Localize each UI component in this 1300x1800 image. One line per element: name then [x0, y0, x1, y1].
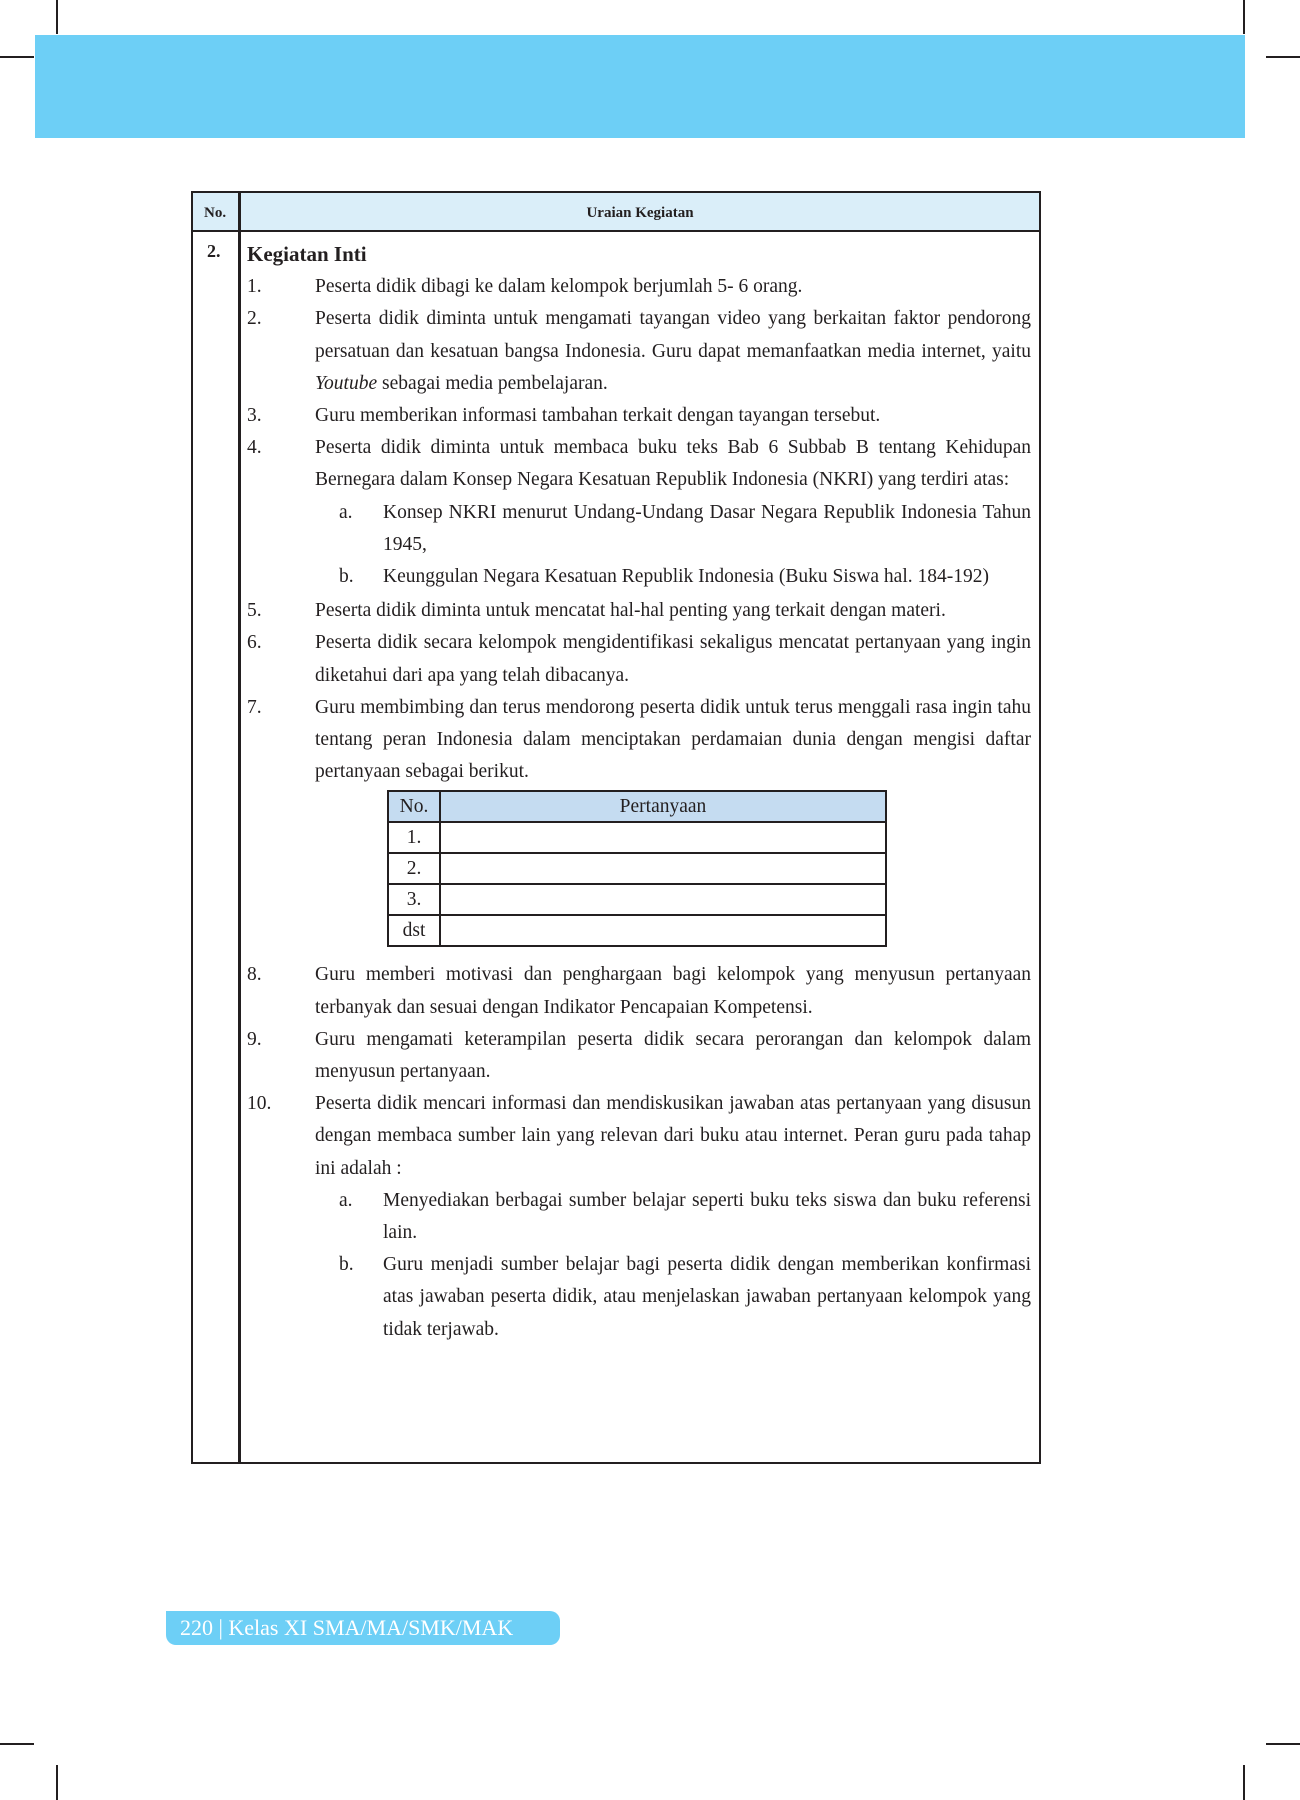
sub-item-text: Guru menjadi sumber belajar bagi peserta didik dengan memberikan konfirmasi atas jawaban peserta didik, atau menjelaskan jawaban pertanyaan kelompok yang tidak terjawab. — [383, 1254, 1031, 1340]
sub-item-letter: b. — [339, 566, 354, 588]
sub-item — [247, 1249, 1031, 1346]
item-text — [315, 303, 1031, 400]
crop-mark — [56, 1765, 58, 1800]
list-item — [247, 400, 1031, 432]
question-row-cell — [440, 915, 886, 946]
item-text: Peserta didik secara kelompok mengidentifikasi sekaligus mencatat pertanyaan yang ingin diketahui dari apa yang telah dibacanya. — [315, 632, 1031, 686]
sub-item-text: Konsep NKRI menurut Undang-Undang Dasar Negara Republik Indonesia Tahun 1945, — [383, 501, 1031, 555]
header-no: No. — [204, 205, 227, 221]
item-number: 9. — [247, 1028, 262, 1050]
item-text-part: sebagai media pembelajaran. — [377, 372, 608, 394]
question-row-no: 3. — [388, 884, 440, 915]
item-number: 5. — [247, 600, 262, 622]
table-row — [388, 822, 886, 853]
list-item — [247, 432, 1031, 496]
list-item — [247, 692, 1031, 789]
sub-item — [247, 561, 1031, 593]
question-header-no: No. — [388, 791, 440, 822]
table-row — [388, 853, 886, 884]
list-item — [247, 271, 1031, 303]
header-banner — [35, 35, 1245, 138]
header-title: Uraian Kegiatan — [586, 205, 694, 221]
item-text-italic: Youtube — [315, 372, 378, 394]
row-number: 2. — [207, 241, 221, 261]
crop-mark — [0, 1743, 34, 1745]
item-text: Peserta didik mencari informasi dan mendiskusikan jawaban atas pertanyaan yang disusun dengan membaca sumber lain yang relevan dari buku atau internet. Peran guru pada tahap ini adalah : — [315, 1093, 1031, 1179]
sub-item-letter: b. — [339, 1254, 354, 1276]
item-text: Peserta didik diminta untuk mencatat hal-hal penting yang terkait dengan materi. — [315, 600, 946, 622]
item-number: 7. — [247, 696, 262, 718]
sub-item-letter: a. — [339, 1189, 353, 1211]
list-item — [247, 959, 1031, 1023]
column-divider — [238, 193, 241, 1462]
list-item — [247, 303, 1031, 400]
crop-mark — [0, 56, 34, 58]
crop-mark — [56, 0, 58, 34]
item-number: 3. — [247, 405, 262, 427]
item-text-part: Peserta didik diminta untuk mengamati tayangan video yang berkaitan faktor pendorong persatuan dan kesatuan bangsa Indonesia. Guru dapat memanfaatkan media internet, yaitu — [315, 308, 1031, 362]
list-item — [247, 1088, 1031, 1185]
item-number: 2. — [247, 308, 262, 330]
activity-content — [247, 238, 1031, 1346]
item-number: 6. — [247, 632, 262, 654]
item-text: Guru memberikan informasi tambahan terkait dengan tayangan tersebut. — [315, 405, 881, 427]
crop-mark — [1243, 0, 1245, 34]
crop-mark — [1243, 1765, 1245, 1800]
sub-item-text: Menyediakan berbagai sumber belajar seperti buku teks siswa dan buku referensi lain. — [383, 1189, 1031, 1244]
crop-mark — [1266, 1743, 1300, 1745]
question-row-no: 1. — [388, 822, 440, 853]
page-footer: 220 | Kelas XI SMA/MA/SMK/MAK — [166, 1611, 560, 1645]
section-title: Kegiatan Inti — [247, 242, 367, 266]
item-text: Peserta didik dibagi ke dalam kelompok berjumlah 5- 6 orang. — [315, 276, 803, 298]
sub-item-letter: a. — [339, 501, 353, 523]
table-row — [388, 915, 886, 946]
sub-item — [247, 1185, 1031, 1249]
question-row-cell — [440, 822, 886, 853]
question-row-cell — [440, 853, 886, 884]
item-number: 8. — [247, 964, 262, 986]
item-number: 1. — [247, 276, 262, 298]
list-item — [247, 1024, 1031, 1088]
question-table-header — [388, 791, 886, 822]
item-text: Guru mengamati keterampilan peserta didik secara perorangan dan kelompok dalam menyusun pertanyaan. — [315, 1028, 1031, 1083]
item-text: Guru membimbing dan terus mendorong peserta didik untuk terus menggali rasa ingin tahu tentang peran Indonesia dalam menciptakan perdamaian dunia dengan mengisi daftar pertanyaan sebagai berikut. — [315, 696, 1031, 783]
question-row-no: dst — [388, 915, 440, 946]
question-header-question: Pertanyaan — [440, 791, 886, 822]
sub-item — [247, 497, 1031, 561]
sub-item-text: Keunggulan Negara Kesatuan Republik Indonesia (Buku Siswa hal. 184-192) — [383, 566, 989, 588]
list-item — [247, 627, 1031, 691]
item-number: 10. — [247, 1093, 272, 1115]
item-number: 4. — [247, 437, 262, 459]
question-row-no: 2. — [388, 853, 440, 884]
table-row — [388, 884, 886, 915]
item-text: Guru memberi motivasi dan penghargaan bagi kelompok yang menyusun pertanyaan terbanyak dan sesuai dengan Indikator Pencapaian Kompetensi. — [315, 964, 1031, 1018]
list-item — [247, 595, 1031, 627]
question-row-cell — [440, 884, 886, 915]
crop-mark — [1266, 56, 1300, 58]
table-header — [193, 193, 1039, 232]
item-text: Peserta didik diminta untuk membaca buku teks Bab 6 Subbab B tentang Kehidupan Bernegara dalam Konsep Negara Kesatuan Republik Indonesia (NKRI) yang terdiri atas: — [315, 437, 1031, 491]
question-table — [387, 790, 887, 947]
